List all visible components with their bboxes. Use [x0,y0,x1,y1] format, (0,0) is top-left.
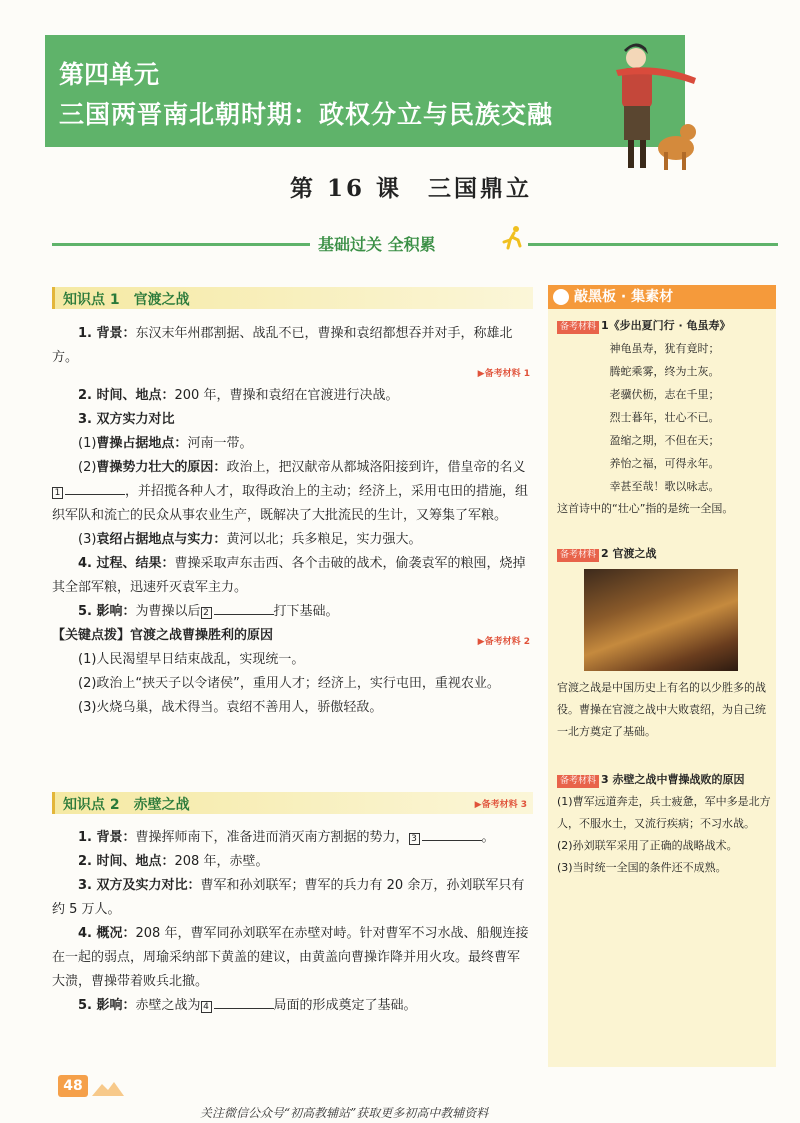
label: 袁绍占据地点与实力： [96,532,227,547]
kp1-impact [52,600,530,624]
page-number: 48 [58,1075,88,1097]
material-tag: 备考材料 [557,321,599,334]
sidebar-title: 敲黑板 · 集素材 [574,289,674,305]
label: 3. 双方实力对比 [78,412,175,427]
label: 1. 背景： [78,830,136,845]
text: 曹操采取声东击西、各个击破的战术，偷袭袁军的粮囤，烧掉其全部军粮，迅速歼灭袁军主力。 [52,556,526,595]
poem-line: 老骥伏枥，志在千里； [609,388,720,401]
key-point-row [52,624,530,648]
poem-note: 这首诗中的“壮心”指的是统一全国。 [557,502,734,515]
key-point-3: (3)火烧乌巢，战术得当。袁绍不善用人，骄傲轻敌。 [78,700,383,715]
ref-tag-2: ▶备考材料 2 [477,637,530,647]
material-tag: 备考材料 [557,775,599,788]
runner-icon [500,224,526,250]
fill-blank-3[interactable] [422,840,482,841]
ref-row [52,370,530,384]
blackboard-icon [553,289,569,305]
label: 3. 双方及实力对比： [78,878,201,893]
kp2-compare [52,874,530,922]
kp1-background [52,322,530,370]
unit-banner [45,35,685,147]
sidebar-header [548,285,776,309]
label: 曹操占据地点： [96,436,188,451]
knowledge-point-header-2 [52,792,533,814]
kp1-compare-heading [52,408,530,432]
text: 曹军和孙刘联军；曹军的兵力有 20 余万，孙刘联军只有约 5 万人。 [52,878,525,917]
fill-blank-1[interactable] [65,494,125,495]
section-banner-title: 基础过关 全积累 [318,235,436,254]
text: 河南一带。 [187,436,253,451]
text: 局面的形成奠定了基础。 [273,998,417,1013]
footer-note: 关注微信公众号“初高教辅站”获取更多初高中教辅资料 [200,1106,489,1120]
material-1-title: 1《步出夏门行 · 龟虽寿》 [601,319,731,332]
label: 1. 背景： [78,326,136,341]
material-3-title: 3 赤壁之战中曹操战败的原因 [601,773,745,786]
text: 为曹操以后 [135,604,201,619]
mountain-icon [92,1078,124,1096]
prefix: (2) [78,460,97,475]
kp2-time-place [52,850,530,874]
poem-line: 盈缩之期，不但在天； [609,434,720,447]
material-1 [557,315,772,520]
kp2-background [52,826,530,850]
kp1-process [52,552,530,600]
material-2-text: 官渡之战是中国历史上有名的以少胜多的战役。曹操在官渡之战中大败袁绍，为自己统一北方奠定了基础。 [557,681,766,738]
material-2-heading [557,543,772,565]
kp2-overview [52,922,530,994]
material-tag: 备考材料 [557,549,599,562]
prefix: (1) [78,436,97,451]
label: 2. 时间、地点： [78,388,175,403]
kp1-compare-3 [52,528,530,552]
material-3-item: (3)当时统一全国的条件还不成熟。 [557,861,727,874]
girl-with-dog-illustration [596,40,706,180]
blank-number: 1 [52,487,63,499]
text: 曹操挥师南下，准备进而消灭南方割据的势力， [135,830,409,845]
text: 208 年，赤壁。 [174,854,269,869]
unit-label: 第四单元 [59,60,160,89]
ref-tag-3: ▶备考材料 3 [474,800,527,810]
label: 2. 时间、地点： [78,854,175,869]
text: 东汉末年州郡割据、战乱不已，曹操和袁绍都想吞并对手，称雄北方。 [52,326,513,365]
fill-blank-4[interactable] [214,1008,274,1009]
text: 200 年，曹操和袁绍在官渡进行决战。 [174,388,399,403]
label: 4. 过程、结果： [78,556,175,571]
material-3-item: (1)曹军远道奔走，兵士疲惫，军中多是北方人，不服水土，又流行疾病；不习水战。 [557,795,771,830]
text: 赤壁之战为 [135,998,201,1013]
blank-number: 2 [201,607,212,619]
label: 4. 概况： [78,926,136,941]
text: 打下基础。 [273,604,339,619]
lesson-title: 第 16 课 三国鼎立 [290,175,533,202]
label: 5. 影响： [78,604,136,619]
key-point-title: 【关键点拨】官渡之战曹操胜利的原因 [52,628,274,643]
poem-line: 养怡之福，可得永年。 [609,457,720,470]
material-3-item: (2)孙刘联军采用了正确的战略战术。 [557,839,738,852]
battle-painting-image [584,569,738,671]
text: 。 [481,830,495,845]
kp2-impact [52,994,530,1018]
ref-tag-1: ▶备考材料 1 [477,369,530,379]
poem-line: 神龟虽寿，犹有竟时； [609,342,720,355]
key-point-2: (2)政治上“挟天子以令诸侯”，重用人才；经济上，实行屯田，重视农业。 [78,676,500,691]
divider-right [528,243,778,246]
material-3 [557,769,772,879]
poem-line: 幸甚至哉！歌以咏志。 [609,480,720,493]
poem-line: 烈士暮年，壮心不已。 [609,411,720,424]
key-point-1: (1)人民渴望早日结束战乱，实现统一。 [78,652,305,667]
divider-left [52,243,310,246]
kp1-compare-2 [52,456,530,528]
blank-number: 3 [409,833,420,845]
kp2-body [52,826,530,1018]
kp1-compare-1 [52,432,530,456]
blank-number: 4 [201,1001,212,1013]
unit-title: 三国两晋南北朝时期：政权分立与民族交融 [59,100,554,129]
fill-blank-2[interactable] [214,614,274,615]
prefix: (3) [78,532,97,547]
poem-line: 腾蛇乘雾，终为土灰。 [609,365,720,378]
material-1-heading [557,315,772,337]
text: 政治上，把汉献帝从都城洛阳接到许，借皇帝的名义 [226,460,526,475]
kp2-title: 知识点 2 赤壁之战 [63,797,190,813]
label: 曹操势力壮大的原因： [96,460,227,475]
sidebar-materials [548,285,776,1067]
kp1-time-place [52,384,530,408]
knowledge-point-header-1 [52,287,533,309]
material-3-heading [557,769,772,791]
text: ，并招揽各种人才，取得政治上的主动；经济上，采用屯田的措施，组织军队和流亡的民众从事农业生产，既解决了大批流民的生计，又筹集了军粮。 [52,484,529,523]
material-2-title: 2 官渡之战 [601,547,657,560]
text: 黄河以北；兵多粮足，实力强大。 [226,532,422,547]
kp1-title: 知识点 1 官渡之战 [63,292,190,308]
label: 5. 影响： [78,998,136,1013]
kp1-body [52,322,530,720]
text: 208 年，曹军同孙刘联军在赤壁对峙。针对曹军不习水战、船舰连接在一起的弱点，周瑜采纳部下黄盖的建议，由黄盖向曹操诈降并用火攻。最终曹军大溃，曹操带着败兵北撤。 [52,926,529,989]
